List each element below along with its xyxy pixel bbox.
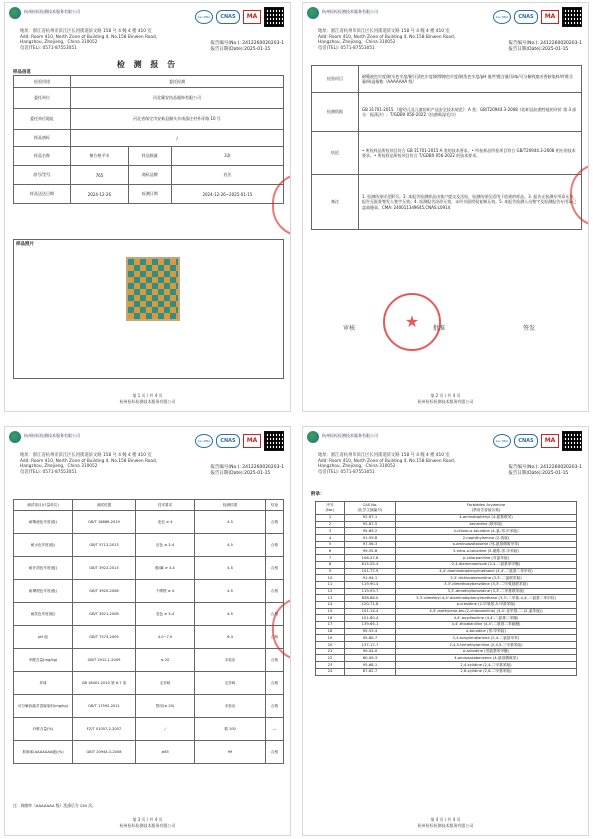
- table-cell: 101-80-4: [345, 615, 396, 622]
- table-row: [316, 668, 577, 675]
- table-cell: GB/T 3922-2013: [73, 557, 136, 580]
- table-row: [14, 649, 284, 672]
- report-date: 报告日期(Date):2025-01-15: [210, 46, 271, 52]
- report-number: 报告编号(No.): 2412260020203-1: [210, 41, 284, 46]
- table-row: [316, 608, 577, 615]
- table-cell: 4,4'-diaminobiphenylmethane (4,4'-二氨基二苯甲烷): [396, 568, 577, 575]
- table-header-row: 测试项目(计量单位) 测试依据 技术要求 检测结果 结论: [14, 500, 284, 511]
- table-cell: 合格: [266, 672, 284, 695]
- table-row: [316, 588, 577, 595]
- table-cell: ≥85: [136, 741, 195, 764]
- report-page-1: [4, 2, 291, 412]
- ma-badge-icon: MA: [243, 434, 261, 448]
- table-cell: 8: [316, 561, 345, 568]
- table-cell: GB/T 17592-2011: [73, 695, 136, 718]
- ilac-badge-icon: ilac-MRA: [195, 10, 213, 24]
- table-row: [14, 557, 284, 580]
- address-en-2: Hangzhou, Zhejiang，China 310052: [20, 40, 98, 46]
- table-cell: 2: [316, 521, 345, 528]
- qr-code-icon: [562, 7, 582, 27]
- table-cell: 139-65-1: [345, 622, 396, 629]
- table-row: [14, 695, 284, 718]
- qr-code-icon: [264, 431, 284, 451]
- accreditation-badges: [195, 7, 284, 27]
- footer-company: 杭州检标检测技术服务有限公司: [417, 823, 474, 828]
- table-cell: 变色 ≥ 4: [136, 511, 195, 534]
- qr-code-icon: [264, 7, 284, 27]
- table-cell: o-aminoazotoluene (邻-氨基偶氮甲苯): [396, 541, 577, 548]
- report-date: 报告日期(Date):2025-01-15: [210, 470, 271, 476]
- address-cn: 地址：浙江省杭州市滨江区长河街道滨文路 158 号 4 幢 4 楼 410 室: [20, 453, 152, 458]
- table-cell: 106-47-8: [345, 555, 396, 562]
- table-cell: 4,4'-oxydianiline (4,4'-二氨基二苯醚): [396, 615, 577, 622]
- table-cell: 异味: [14, 672, 73, 695]
- table-row: [14, 626, 284, 649]
- table-row: [316, 662, 577, 669]
- report-number: 报告编号(No.): 2412260020203-1: [508, 41, 582, 46]
- address-block: [318, 29, 455, 51]
- address-en-2: Hangzhou, Zhejiang，China 310052: [318, 40, 396, 46]
- table-cell: 4-5: [195, 557, 266, 580]
- table-cell: 无异味: [136, 672, 195, 695]
- report-number: 报告编号(No.): 2412260020203-1: [210, 465, 284, 470]
- table-row: [316, 622, 577, 629]
- table-cell: 18: [316, 628, 345, 635]
- sample-photo-box: [13, 239, 284, 379]
- table-cell: GB/T 20944.3-2008: [73, 741, 136, 764]
- table-row: [316, 555, 577, 562]
- table-cell: 合格: [266, 557, 284, 580]
- footer-company: 杭州检标检测技术服务有限公司: [119, 823, 176, 828]
- page-title: 检 测 报 告: [116, 60, 179, 69]
- table-cell: 95-53-4: [345, 628, 396, 635]
- table-cell: 119-93-7: [345, 588, 396, 595]
- table-cell: 未检出: [195, 695, 266, 718]
- table-row: 检测依据 GB 31701-2015 《婴幼儿及儿童纺织产品安全技术规范》 A 类；GB/T20944.3-2008《纺织品抗菌性能的评价 第 3 部分：振荡法》；T/GDBX 056-2022《抗菌吸湿毛巾》: [312, 93, 582, 132]
- table-cell: 4,4'-thiodianiline (4,4'-二氨基二苯硫醚): [396, 622, 577, 629]
- address-cn: 地址：浙江省杭州市滨江区长河街道滨文路 158 号 4 幢 4 楼 410 室: [318, 29, 450, 34]
- table-cell: 20: [316, 642, 345, 649]
- table-header-row: 序号 (No.) CAS No. (化学文摘编号) Forbidden Arylamine (禁用芳香胺名称): [316, 502, 577, 515]
- address-en-2: Hangzhou, Zhejiang，China 310052: [318, 464, 396, 470]
- table-cell: 4-5: [195, 580, 266, 603]
- telephone: 电话(TEL): 0571-87553051: [318, 45, 375, 51]
- address-block: [20, 29, 157, 51]
- table-cell: 4-chloro-o-toluidine (4-氯-邻-甲苯胺): [396, 528, 577, 535]
- cnas-badge-icon: CNAS: [216, 434, 240, 448]
- table-row: 检验用途 委托检测: [14, 76, 284, 88]
- table-cell: 3,3'-dimethyl-4,4'-diaminobiphenylmethane (3,3'-二甲基-4,4'-二氨基二苯甲烷): [396, 595, 577, 602]
- table-cell: 119-90-4: [345, 581, 396, 588]
- table-row: 委托单位 河北耀安纺品服饰有限公司: [14, 88, 284, 109]
- table-cell: 97-56-3: [345, 541, 396, 548]
- table-cell: 合格: [266, 603, 284, 626]
- org-logo-icon: [307, 7, 319, 19]
- table-row: [316, 595, 577, 602]
- table-cell: 耐摩擦色牢度(级): [14, 580, 73, 603]
- report-number: 报告编号(No.): 2412260020203-1: [508, 465, 582, 470]
- table-row: [14, 718, 284, 741]
- ma-badge-icon: MA: [541, 434, 559, 448]
- table-cell: 9: [316, 568, 345, 575]
- report-date: 报告日期(Date):2025-01-15: [508, 46, 569, 52]
- page-number: 第 4 页 / 共 4 页: [430, 817, 461, 822]
- table-row: 样品名称 棉方格平巾 样品数量 3条: [14, 147, 284, 166]
- table-cell: 4,4'-methylene-bis-(2-chloroaniline) (4,4'-亚甲基-二-(2-氯苯胺)): [396, 608, 577, 615]
- table-row: [14, 580, 284, 603]
- ma-badge-icon: MA: [243, 10, 261, 24]
- qr-code-icon: [562, 431, 582, 451]
- table-cell: 干摩擦 ≥ 4: [136, 580, 195, 603]
- table-row: [316, 642, 577, 649]
- table-cell: 21: [316, 648, 345, 655]
- sample-info-table: [13, 75, 284, 204]
- accreditation-badges: [195, 431, 284, 451]
- table-cell: GB/T 18886-2019: [73, 511, 136, 534]
- table-cell: 92-87-5: [345, 521, 396, 528]
- table-row: [316, 535, 577, 542]
- table-cell: 2,4-toluylendiamine (2,4-二氨基甲苯): [396, 635, 577, 642]
- signature-issuer: 签发: [523, 325, 536, 332]
- telephone: 电话(TEL): 0571-87553051: [20, 469, 77, 475]
- appendix-title: 附录：: [311, 492, 325, 497]
- table-cell: 4: [316, 535, 345, 542]
- page-footer: [303, 393, 588, 405]
- table-cell: 2,4-diaminoanisole (2,4-二氨基苯甲醚): [396, 561, 577, 568]
- footer-company: 杭州检标检测技术服务有限公司: [417, 399, 474, 404]
- table-cell: 5: [316, 541, 345, 548]
- table-cell: GB/T 3921-2008: [73, 603, 136, 626]
- table-cell: 95-68-1: [345, 662, 396, 669]
- address-en-1: Add: Room 410, North Zone of Building 4, No.158 Binwen Road,: [20, 34, 158, 40]
- report-page-2: [302, 2, 589, 412]
- table-cell: 95-80-7: [345, 635, 396, 642]
- table-cell: 137-17-7: [345, 642, 396, 649]
- table-row: [14, 741, 284, 764]
- inspection-seal-icon: [383, 293, 441, 351]
- table-cell: 耐唾液色牢度(级): [14, 511, 73, 534]
- table-cell: 11: [316, 581, 345, 588]
- table-cell: 101-77-9: [345, 568, 396, 575]
- table-cell: 合格: [266, 649, 284, 672]
- org-logo-icon: [9, 431, 21, 443]
- page-footer: [5, 817, 290, 829]
- table-row: 委托单位地址 河北省保定市安新县圈头乡南邵庄村外环路 10 号: [14, 109, 284, 130]
- table-row: [316, 628, 577, 635]
- table-cell: 无异味: [195, 672, 266, 695]
- table-cell: 24: [316, 668, 345, 675]
- address-en-1: Add: Room 410, North Zone of Building 4, No.158 Binwen Road,: [20, 458, 158, 464]
- table-cell: pH 值: [14, 626, 73, 649]
- table-row: [14, 511, 284, 534]
- table-row: 款号/型号 765 商标品牌 启法: [14, 166, 284, 185]
- page-number: 第 2 页 / 共 4 页: [430, 393, 461, 398]
- table-cell: 合格: [266, 626, 284, 649]
- address-block: [318, 453, 455, 475]
- table-cell: 4.0~7.5: [136, 626, 195, 649]
- table-cell: 10: [316, 575, 345, 582]
- table-row: [316, 655, 577, 662]
- org-name: 杭州检标检测技术服务有限公司: [322, 433, 378, 438]
- report-page-3: [4, 426, 291, 836]
- report-page-4: [302, 426, 589, 836]
- table-row: [316, 528, 577, 535]
- table-cell: 13: [316, 595, 345, 602]
- table-cell: 2,4,5-trimethylaniline (2,4,5-三甲基苯胺): [396, 642, 577, 649]
- table-cell: 23: [316, 662, 345, 669]
- table-row: [14, 534, 284, 557]
- report-date: 报告日期(Date):2025-01-15: [508, 470, 569, 476]
- address-en-1: Add: Room 410, North Zone of Building 4, No.158 Binwen Road,: [318, 458, 456, 464]
- table-cell: 沾色 ≥ 3-4: [136, 534, 195, 557]
- table-cell: 3,3'-dimethoxybenzidine (3,3'-二甲氧基联苯胺): [396, 581, 577, 588]
- table-cell: 101-14-4: [345, 608, 396, 615]
- ilac-badge-icon: ilac-MRA: [195, 434, 213, 448]
- table-cell: 12: [316, 588, 345, 595]
- table-cell: 838-88-0: [345, 595, 396, 602]
- table-cell: 合格: [266, 534, 284, 557]
- table-cell: 4-aminobiphenyl (4-氨基联苯): [396, 515, 577, 522]
- table-row: [316, 541, 577, 548]
- table-cell: 耐汗渍色牢度(级): [14, 557, 73, 580]
- table-row: [316, 601, 577, 608]
- table-cell: 4-5: [195, 534, 266, 557]
- table-cell: o-toluidine (邻-甲苯胺): [396, 628, 577, 635]
- page-header: [307, 431, 584, 451]
- table-cell: GB/T 5713-2013: [73, 534, 136, 557]
- org-name: 杭州检标检测技术服务有限公司: [24, 9, 80, 14]
- table-cell: p-cresidine (2-甲氧基-5-甲基苯胺): [396, 601, 577, 608]
- table-cell: 16: [316, 615, 345, 622]
- org-logo-icon: [9, 7, 21, 19]
- table-cell: p-chloroaniline (对氯苯胺): [396, 555, 577, 562]
- table-cell: 120-71-8: [345, 601, 396, 608]
- table-cell: 合格: [266, 580, 284, 603]
- conclusion-table: [311, 65, 582, 230]
- table-row: 检验项目 耐唾液色牢度/耐水色牢度/耐汗渍色牢度/耐摩擦色牢度/耐洗色牢度/pH 值/甲醛含量/异味/可分解致癌芳香胺染料/纤维含量/吸湿指数（AAAAAAA 级）: [312, 66, 582, 93]
- table-cell: 合格: [266, 741, 284, 764]
- cnas-badge-icon: CNAS: [514, 434, 538, 448]
- table-row: 样品送达日期 2024-12-26 检测日期 2024-12-26~2025-01-15: [14, 185, 284, 204]
- test-results-table: [13, 499, 284, 764]
- table-cell: 可分解致癌芳香胺染料(mg/kg): [14, 695, 73, 718]
- table-row: [316, 521, 577, 528]
- table-cell: 1: [316, 515, 345, 522]
- accreditation-badges: [493, 431, 582, 451]
- accreditation-badges: [493, 7, 582, 27]
- table-cell: 99: [195, 741, 266, 764]
- footer-company: 杭州检标检测技术服务有限公司: [119, 399, 176, 404]
- table-cell: 99-55-8: [345, 548, 396, 555]
- org-name: 杭州检标检测技术服务有限公司: [24, 433, 80, 438]
- address-block: [20, 453, 157, 475]
- photo-label: 样品照片: [16, 242, 34, 247]
- table-cell: 6: [316, 548, 345, 555]
- table-row: [316, 615, 577, 622]
- arylamine-table: [315, 501, 577, 676]
- cnas-badge-icon: CNAS: [514, 10, 538, 24]
- table-cell: 2,4-xylidine (2,4-二甲基苯胺): [396, 662, 577, 669]
- address-cn: 地址：浙江省杭州市滨江区长河街道滨文路 158 号 4 幢 4 楼 410 室: [318, 453, 450, 458]
- table-cell: 19: [316, 635, 345, 642]
- table-cell: 95-69-2: [345, 528, 396, 535]
- table-cell: 3,3'-dichlorobenzidine (3,3'-二氯联苯胺): [396, 575, 577, 582]
- report-meta: [210, 465, 284, 476]
- table-cell: benzidine (联苯胺): [396, 521, 577, 528]
- page-header: [307, 7, 584, 27]
- table-cell: 4-5: [195, 511, 266, 534]
- table-cell: 甲醛含量(mg/kg): [14, 649, 73, 672]
- table-row: [14, 672, 284, 695]
- table-cell: 60-09-3: [345, 655, 396, 662]
- table-cell: 棉 100: [195, 718, 266, 741]
- table-cell: 4-5: [195, 603, 266, 626]
- table-cell: 7: [316, 555, 345, 562]
- table-cell: 耐水色牢度(级): [14, 534, 73, 557]
- table-cell: 87-62-7: [345, 668, 396, 675]
- table-row: [316, 561, 577, 568]
- ilac-badge-icon: ilac-MRA: [493, 434, 511, 448]
- org-logo-icon: [307, 431, 319, 443]
- table-row: [316, 575, 577, 582]
- org-name: 杭州检标检测技术服务有限公司: [322, 9, 378, 14]
- ma-badge-icon: MA: [541, 10, 559, 24]
- table-cell: 6.4: [195, 626, 266, 649]
- table-cell: —: [266, 718, 284, 741]
- table-row: [316, 635, 577, 642]
- table-row: [316, 568, 577, 575]
- table-row: 结论 • 所检样品所检项目符合 GB 31701-2015 A 类的技术要求。• 所检样品所检项目符合 GB/T20944.3-2008 相应的技术要求。• 所检样品所检项目符合 T/GDBX 056-2022 的技术要求。: [312, 132, 582, 175]
- table-cell: 3: [316, 528, 345, 535]
- report-meta: [210, 41, 284, 52]
- table-cell: GB/T 7573-2009: [73, 626, 136, 649]
- address-en-2: Hangzhou, Zhejiang，China 310052: [20, 464, 98, 470]
- table-cell: GB/T 2912.1-2009: [73, 649, 136, 672]
- page-header: [9, 7, 286, 27]
- table-note: 注：抑菌率（AAAAAAA 级）洗涤后为 150 次。: [13, 803, 96, 808]
- sample-towel-photo: [126, 257, 180, 321]
- ilac-badge-icon: ilac-MRA: [493, 10, 511, 24]
- telephone: 电话(TEL): 0571-87553051: [318, 469, 375, 475]
- table-cell: /: [136, 718, 195, 741]
- table-row: [316, 648, 577, 655]
- table-row: [14, 603, 284, 626]
- table-cell: 耐洗色牢度(级): [14, 603, 73, 626]
- table-cell: ≤ 20: [136, 649, 195, 672]
- table-cell: 5-nitro-o-toluidine (5-硝基-邻-甲苯胺): [396, 548, 577, 555]
- table-cell: GB 18401-2010 第 6.7 条: [73, 672, 136, 695]
- page-number: 第 3 页 / 共 4 页: [132, 817, 163, 822]
- table-cell: 4-aminoazobenzene (4-氨基偶氮苯): [396, 655, 577, 662]
- table-row: [316, 581, 577, 588]
- table-cell: 3,3'-dimethylbenzidine (3,3'-二甲基联苯胺): [396, 588, 577, 595]
- table-cell: 91-94-1: [345, 575, 396, 582]
- page-number: 第 1 页 / 共 4 页: [132, 393, 163, 398]
- table-cell: 91-59-8: [345, 535, 396, 542]
- table-cell: 抑菌率(AAAAAAA级)(%): [14, 741, 73, 764]
- section-title-sample-info: 样品信息: [13, 70, 31, 75]
- table-cell: 未检出: [195, 649, 266, 672]
- table-cell: 合格: [266, 511, 284, 534]
- table-cell: 17: [316, 622, 345, 629]
- table-cell: 14: [316, 601, 345, 608]
- report-meta: [508, 41, 582, 52]
- telephone: 电话(TEL): 0571-87553051: [20, 45, 77, 51]
- table-cell: GB/T 3920-2008: [73, 580, 136, 603]
- signature-approver: 批准: [433, 325, 446, 332]
- table-cell: 酸/碱 ≥ 3-4: [136, 557, 195, 580]
- page-footer: [5, 393, 290, 405]
- table-cell: 2,6-xylidine (2,6-二甲基苯胺): [396, 668, 577, 675]
- table-row: 样品商标 /: [14, 130, 284, 147]
- page-header: [9, 431, 286, 451]
- table-cell: 禁用(≤ 20): [136, 695, 195, 718]
- table-cell: 变色 ≥ 3-4: [136, 603, 195, 626]
- table-cell: 90-04-0: [345, 648, 396, 655]
- table-cell: 92-67-1: [345, 515, 396, 522]
- cnas-badge-icon: CNAS: [216, 10, 240, 24]
- table-cell: 纤维含量(%): [14, 718, 73, 741]
- table-row: [316, 515, 577, 522]
- table-row: [316, 548, 577, 555]
- table-cell: 22: [316, 655, 345, 662]
- page-footer: [303, 817, 588, 829]
- report-meta: [508, 465, 582, 476]
- signature-reviewer: 审核: [343, 325, 356, 332]
- table-cell: 合格: [266, 695, 284, 718]
- table-cell: 15: [316, 608, 345, 615]
- address-cn: 地址：浙江省杭州市滨江区长河街道滨文路 158 号 4 幢 4 楼 410 室: [20, 29, 152, 34]
- table-cell: 2-naphthylamine (2-萘胺): [396, 535, 577, 542]
- table-cell: FZ/T 01057.2-2007: [73, 718, 136, 741]
- address-en-1: Add: Room 410, North Zone of Building 4, No.158 Binwen Road,: [318, 34, 456, 40]
- table-row: 备注 1. 检测结果详见附页。2. 本报告检测样品由客户提交及送检，检测结果仅适用于收到的样品。3. 报告无检测专用章无效，报告无批准签发人签字无效。4. 检测报告涂改无效，未经书面授权复制无效。5. 本报告检测人员签字及检测报告专用章已盖骑缝章。CMA: 240011349645,CNAS:L0914: [312, 175, 582, 230]
- table-cell: o-anisidine (邻氨基苯甲醚): [396, 648, 577, 655]
- table-cell: 615-05-4: [345, 561, 396, 568]
